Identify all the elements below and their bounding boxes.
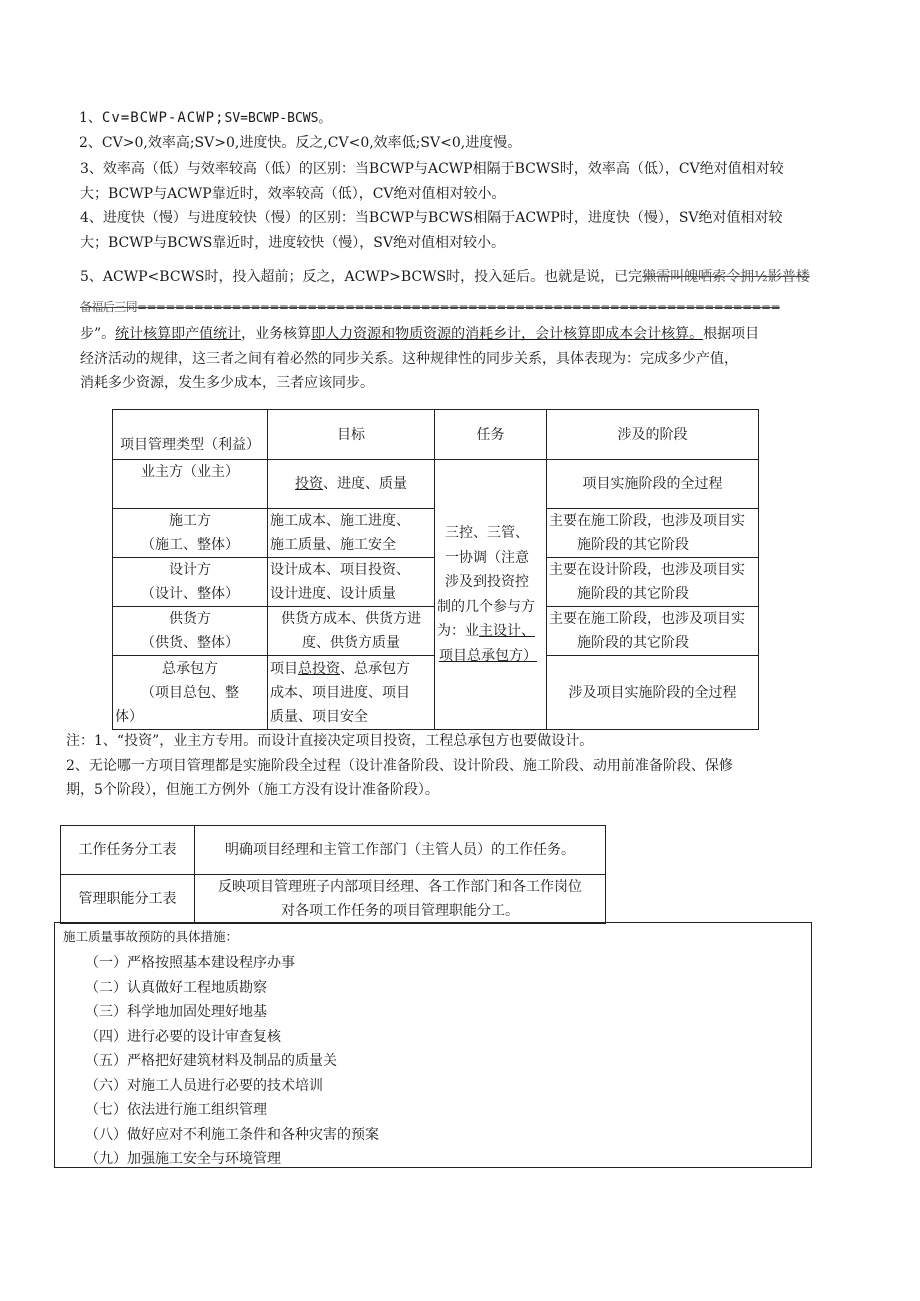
- business-accounting: ，业务核算: [241, 326, 312, 342]
- goal-line: 成本、项目进度、项目: [270, 684, 410, 701]
- type-scope: （项目总包、整: [141, 684, 239, 701]
- desc-line: 对各项工作任务的项目管理职能分工。: [281, 903, 519, 919]
- function-division-desc: [195, 875, 606, 924]
- type-designer: [113, 558, 268, 607]
- measures-title: 施工质量事故预防的具体措施：: [63, 929, 239, 944]
- goal-owner-rest: 、进度、质量: [323, 476, 407, 492]
- goal-contractor: [268, 509, 435, 558]
- type-scope: （设计、整体）: [141, 586, 239, 602]
- formula-line-2: 2、CV>0,效率高;SV>0,进度快。反之,CV<0,效率低;SV<0,进度慢。: [79, 135, 522, 151]
- progress-line-a: 4、进度快（慢）与进度较快（慢）的区别：当BCWP与BCWS相隔于ACWP时，进度快（慢），SV绝对值相对较: [80, 210, 783, 226]
- task-cell: [435, 460, 547, 730]
- measure-item: （六）对施工人员进行必要的技术培训: [85, 1077, 323, 1094]
- type-contractor: [113, 509, 268, 558]
- type-name: 总承包方: [162, 660, 218, 677]
- header-stage: 涉及的阶段: [547, 410, 759, 460]
- type-owner: 业主方（业主）: [113, 460, 268, 509]
- header-task: 任务: [435, 410, 547, 460]
- statistics-accounting: 统计核算即产值统计: [115, 326, 242, 342]
- sv-formula: SV=BCWP-BCWS。: [224, 111, 332, 126]
- measure-item: （七）依法进行施工组织管理: [85, 1102, 267, 1118]
- type-general-contractor: [113, 656, 268, 730]
- stage-line: 施阶段的其它阶段: [577, 635, 689, 651]
- type-scope: （供货、整体）: [141, 635, 239, 651]
- measure-item: （一）严格按照基本建设程序办事: [85, 955, 295, 971]
- goal-line: 供货方成本、供货方进: [281, 611, 421, 627]
- header-goal: 目标: [268, 410, 435, 460]
- input-line: [80, 265, 810, 289]
- task-division-label: 工作任务分工表: [61, 826, 195, 875]
- measure-item: （三）科学地加固处理好地基: [85, 1004, 267, 1020]
- resource-text: 即人力资源和物质资源的: [311, 326, 466, 342]
- division-table: [60, 825, 606, 924]
- measure-item: （九）加强施工安全与环境管理: [85, 1151, 281, 1167]
- prevention-measures-box: [54, 922, 812, 1168]
- note-2b: 期，5个阶段），但施工方例外（施工方没有设计准备阶段）。: [66, 782, 439, 798]
- goal-line: 质量、项目安全: [270, 708, 368, 725]
- task-line: 一协调（注意: [445, 549, 529, 566]
- cv-formula: Cv=BCWP-ACWP;: [101, 110, 225, 126]
- goal-owner-investment: 投资: [295, 476, 323, 492]
- goal-text: 项目: [270, 660, 298, 677]
- project-management-table: [112, 409, 759, 730]
- measure-item: （八）做好应对不利施工条件和各种灾害的预案: [85, 1126, 379, 1143]
- task-line: 项目总承包方）: [439, 647, 537, 664]
- type-scope: （施工、整体）: [141, 537, 239, 553]
- goal-designer: [268, 558, 435, 607]
- function-division-label: 管理职能分工表: [61, 875, 195, 924]
- sync-prefix: 步”。: [80, 326, 116, 342]
- task-division-desc: 明确项目经理和主管工作部门（主管人员）的工作任务。: [195, 826, 606, 875]
- measure-item: （四）进行必要的设计审查复核: [85, 1028, 281, 1045]
- task-line: 制的几个参与方: [437, 598, 535, 615]
- stage-line: 施阶段的其它阶段: [577, 537, 689, 553]
- goal-general-contractor: [268, 656, 435, 730]
- stage-line: 主要在设计阶段，也涉及项目实: [549, 562, 745, 578]
- goal-line: 施工成本、施工进度、: [270, 513, 410, 529]
- goal-line: 施工质量、施工安全: [270, 537, 396, 553]
- measure-item: （五）严格把好建筑材料及制品的质量关: [85, 1053, 337, 1069]
- stage-line: 施阶段的其它阶段: [577, 586, 689, 602]
- note-2a: 2、无论哪一方项目管理都是实施阶段全过程（设计准备阶段、设计阶段、施工阶段、动用前准备阶段、保修: [66, 758, 733, 774]
- sync-line-1: [80, 322, 759, 346]
- goal-line: 设计进度、设计质量: [270, 586, 396, 602]
- sync-suffix: 根据项目: [703, 326, 760, 342]
- type-scope-end: 体）: [115, 708, 143, 725]
- efficiency-line-b: 大；BCWP与ACWP靠近时，效率较高（低），CV绝对值相对较小。: [80, 186, 506, 202]
- task-line: 涉及到投资控: [445, 574, 529, 590]
- task-line: [437, 619, 544, 644]
- stage-owner: 项目实施阶段的全过程: [547, 460, 759, 509]
- goal-line: 设计成本、项目投资、: [270, 562, 410, 578]
- progress-line-b: 大；BCWP与BCWS靠近时，进度较快（慢），SV绝对值相对较小。: [80, 235, 506, 251]
- desc-line: 反映项目管理班子内部项目经理、各工作部门和各工作岗位: [218, 879, 582, 895]
- measure-item: （二）认真做好工程地质勘察: [85, 979, 267, 996]
- garbled-line: 备福后三同====================================================================: [80, 300, 780, 314]
- type-name: 施工方: [169, 513, 211, 529]
- task-line: 三控、三管、: [445, 525, 529, 541]
- stage-general-contractor: 涉及项目实施阶段的全过程: [547, 656, 759, 730]
- header-type: 项目管理类型（利益）: [113, 410, 268, 460]
- stage-line: 主要在施工阶段，也涉及项目实: [549, 513, 745, 529]
- type-supplier: [113, 607, 268, 656]
- stage-designer: [547, 558, 759, 607]
- type-name: 设计方: [169, 562, 211, 578]
- formula-line-1: [79, 106, 331, 131]
- stage-supplier: [547, 607, 759, 656]
- input-line-text: 5、ACWP<BCWS时，投入超前；反之，ACWP>BCWS时，投入延后。也就是说，已完: [80, 269, 643, 285]
- note-1: 注：1、“投资”，业主方专用。而设计直接决定项目投资，工程总承包方也要做设计。: [66, 733, 594, 749]
- goal-text: 、总承包方: [340, 660, 410, 677]
- stage-contractor: [547, 509, 759, 558]
- item-number: 1、: [79, 110, 102, 126]
- sync-line-2: 经济活动的规律，这三者之间有着必然的同步关系。这种规律性的同步关系，具体表现为：完成多少产值，: [80, 351, 738, 367]
- stage-line: 主要在施工阶段，也涉及项目实: [549, 611, 745, 627]
- sync-line-3: 消耗多少资源，发生多少成本，三者应该同步。: [80, 375, 374, 391]
- goal-line: 度、供货方质量: [302, 635, 400, 651]
- goal-supplier: [268, 607, 435, 656]
- task-text-underlined: 主设计、: [479, 623, 535, 639]
- cost-accounting: 消耗乡计，会计核算即成本会计核算。: [465, 326, 704, 342]
- type-name: 供货方: [169, 611, 211, 627]
- garbled-text: 獭需叫魄哂索令拥½影普楼: [642, 269, 810, 285]
- goal-line: [270, 657, 432, 681]
- efficiency-line-a: 3、效率高（低）与效率较高（低）的区别：当BCWP与ACWP相隔于BCWS时，效率高（低），CV绝对值相对较: [80, 161, 784, 177]
- task-text: 为：业: [437, 623, 479, 639]
- goal-owner: [268, 460, 435, 509]
- goal-investment: 总投资: [298, 660, 340, 677]
